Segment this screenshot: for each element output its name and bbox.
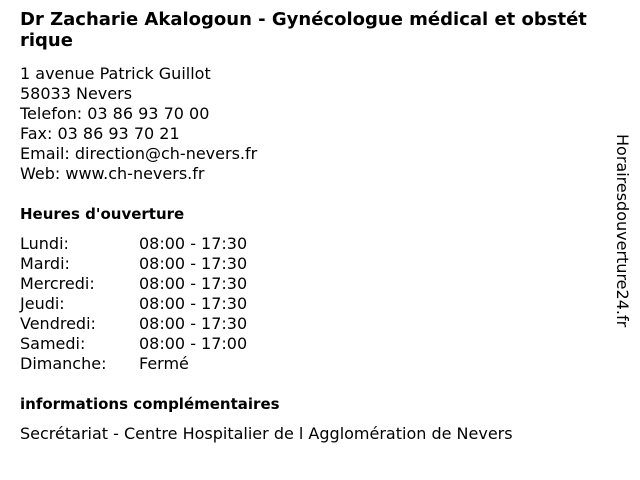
day-label: Jeudi: xyxy=(20,294,65,313)
hours-row-wednesday xyxy=(20,274,247,294)
opening-hours-heading: Heures d'ouverture xyxy=(20,205,185,223)
time-range: Fermé xyxy=(139,354,189,373)
day-label: Mercredi: xyxy=(20,274,95,293)
contact-block xyxy=(20,64,257,184)
time-range: 08:00 - 17:30 xyxy=(139,314,248,333)
hours-row-tuesday xyxy=(20,254,247,274)
day-label: Vendredi: xyxy=(20,314,96,333)
time-range: 08:00 - 17:00 xyxy=(139,334,248,353)
day-label: Dimanche: xyxy=(20,354,107,373)
day-label: Mardi: xyxy=(20,254,70,273)
hours-row-monday xyxy=(20,234,247,254)
fax-number: Fax: 03 86 93 70 21 xyxy=(20,124,180,143)
hours-row-sunday xyxy=(20,354,247,374)
time-range: 08:00 - 17:30 xyxy=(139,234,248,253)
opening-hours-table xyxy=(20,234,247,374)
hours-row-thursday xyxy=(20,294,247,314)
phone-number: Telefon: 03 86 93 70 00 xyxy=(20,104,210,123)
page-title: Dr Zacharie Akalogoun - Gynécologue médical et obstétrique xyxy=(20,9,587,51)
hours-row-friday xyxy=(20,314,247,334)
additional-info-text: Secrétariat - Centre Hospitalier de l Agglomération de Nevers xyxy=(20,424,513,443)
time-range: 08:00 - 17:30 xyxy=(139,254,248,273)
street-address: 1 avenue Patrick Guillot xyxy=(20,64,211,83)
time-range: 08:00 - 17:30 xyxy=(139,294,248,313)
day-label: Samedi: xyxy=(20,334,86,353)
day-label: Lundi: xyxy=(20,234,69,253)
time-range: 08:00 - 17:30 xyxy=(139,274,248,293)
additional-info-heading: informations complémentaires xyxy=(20,395,280,413)
site-brand-watermark: Horairesdouverture24.fr xyxy=(613,134,632,328)
hours-row-saturday xyxy=(20,334,247,354)
website: Web: www.ch-nevers.fr xyxy=(20,164,205,183)
city-address: 58033 Nevers xyxy=(20,84,133,103)
email-address: Email: direction@ch-nevers.fr xyxy=(20,144,258,163)
